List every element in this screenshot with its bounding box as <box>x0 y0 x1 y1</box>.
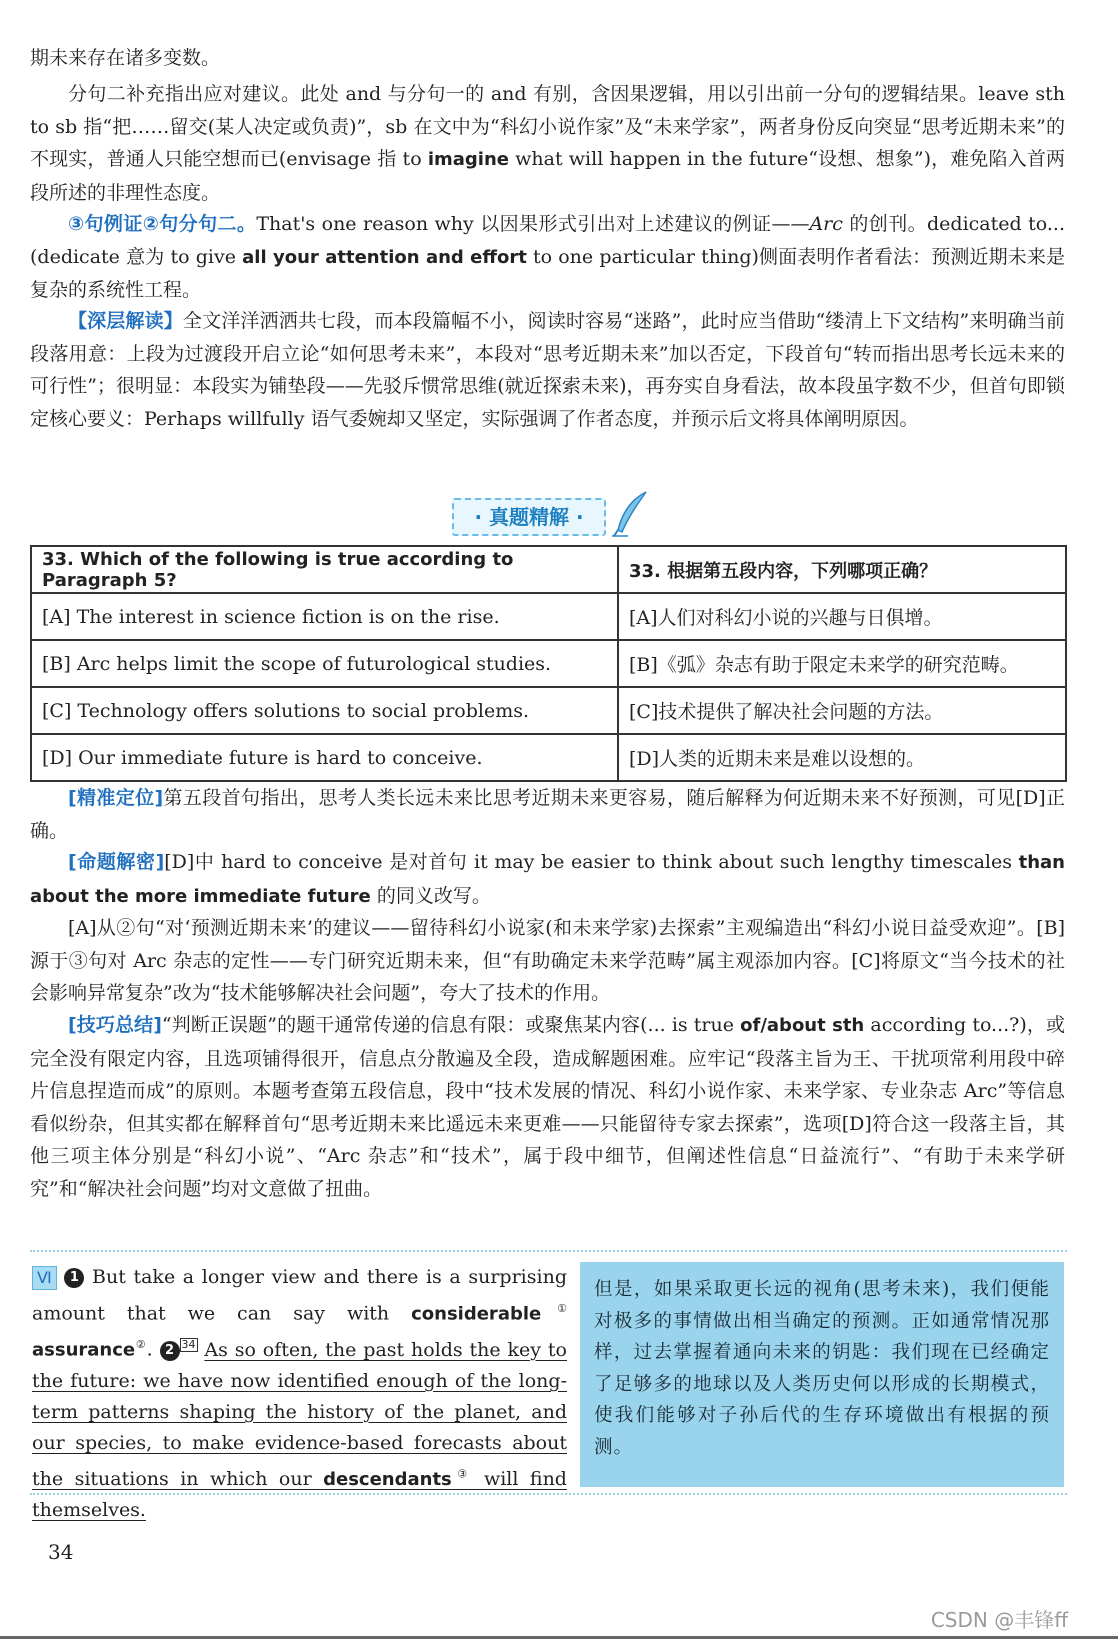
text-run: [A]从②句“对‘预测近期未来’的建议——留待科幻小说家(和未来学家)去探索”主观编造出“科幻小说日益受欢迎”。[B]源于③句对 Arc 杂志的定性——专门研究近期未来，但“有助确定未来学范畴”属主观添加内容。[C]将原文“当今技术的社会影响异常复杂”改为“技术能够解决社会问题”，夸大了技术的作用。 <box>30 917 1065 1004</box>
option-cn: [C]技术提供了解决社会问题的方法。 <box>618 687 1066 734</box>
option-en: [B] Arc helps limit the scope of futurological studies. <box>31 640 618 687</box>
text-run: [D]中 hard to conceive 是对首句 it may be easier to think about such lengthy timescales <box>164 851 1019 873</box>
sentence-number-1: 1 <box>64 1268 84 1288</box>
bold-term: of/about sth <box>740 1015 865 1036</box>
option-cn: [A]人们对科幻小说的兴趣与日俱增。 <box>618 593 1066 640</box>
text-run: As so often, the past holds the key to the future: we have now identified enough of the long-term patterns shaping the history of the planet, and our species, to make evidence-based forecasts about the situations in which our <box>32 1338 567 1490</box>
divider-top <box>30 1250 1067 1252</box>
section-header-zhenti: · 真题精解 · <box>452 498 606 536</box>
text-run: to one particular thing)侧面表明作者看法：预测近期未来是复杂的系统性工程。 <box>30 245 1065 301</box>
text-run: will find themselves. <box>32 1467 567 1521</box>
bold-term: imagine <box>427 149 509 170</box>
text-run: 的创刊。dedicated to...(dedicate 意为 to give <box>30 213 1065 268</box>
paragraph-clause-two <box>30 78 1065 209</box>
text-run: That's one reason why 以因果形式引出对上述建议的例证—— <box>256 213 810 235</box>
text-run: 的同义改写。 <box>370 884 491 907</box>
option-cn: [B]《弧》杂志有助于限定未来学的研究范畴。 <box>618 640 1066 687</box>
text-run: according to...?)，或完全没有限定内容，且选项铺得很开，信息点分散遍及全段，造成解题困难。应牢记“段落主旨为王、干扰项常利用段中碎片信息捏造而成”的原则。本题考查第五段信息，段中“技术发展的情况、科幻小说作家、未来学家、专业杂志 Arc”等信息看似纷杂，但其实都在解释首句“思考近期未来比遥远未来更难——只能留待专家去探索”，选项[D]符合这一段落主旨，其他三项主体分别是“科幻小说”、“Arc 杂志”和“技术”，属于段中细节，但阐述性信息“日益流行”、“有助于未来学研究”和“解决社会问题”均对文意做了扭曲。 <box>30 1014 1065 1200</box>
option-row <box>31 734 1066 781</box>
option-cn: [D]人类的近期未来是难以设想的。 <box>618 734 1066 781</box>
passage-english: Ⅵ 1 But take a longer view and there is a surprising amount that we can say with considerable① assurance②. 2 34 As so often, the past holds the key to the future: we have now identified enough of the long-term patterns shaping the history of the planet, and our species, to make evidence-based forecasts about the situations in which our descendants③ will find themselves. <box>32 1266 567 1521</box>
paragraph-number-badge: Ⅵ <box>32 1266 57 1290</box>
page-number: 34 <box>48 1540 74 1564</box>
question-table <box>30 545 1067 782</box>
bold-term: considerable <box>411 1303 542 1325</box>
text-run: what will happen in the future“设想、想象”)，难免陷入首两段所述的非理性态度。 <box>30 148 1065 204</box>
option-en: [A] The interest in science fiction is on the rise. <box>31 593 618 640</box>
option-en: [C] Technology offers solutions to social problems. <box>31 687 618 734</box>
divider-bottom <box>30 1493 1067 1495</box>
translation-text: 但是，如果采取更长远的视角(思考未来)，我们便能对极多的事情做出相当确定的预测。正如通常情况那样，过去掌握着通向未来的钥匙：我们现在已经确定了足够多的地球以及人类历史何以形成的长期模式，使我们能够对子孙后代的生存环境做出有根据的预测。 <box>594 1279 1050 1458</box>
analysis-locate <box>30 782 1065 847</box>
paragraph-continuation <box>30 42 1065 75</box>
watermark: CSDN @丰锋ff <box>930 1608 1068 1632</box>
passage-translation-box <box>580 1262 1064 1487</box>
option-en: [D] Our immediate future is hard to conceive. <box>31 734 618 781</box>
paragraph-deep-reading <box>30 305 1065 435</box>
section-tag: [命题解密] <box>68 851 165 873</box>
option-row <box>31 687 1066 734</box>
text-run: 第五段首句指出，思考人类长远未来比思考近期未来更容易，随后解释为何近期未来不好预测，可见[D]正确。 <box>30 787 1065 842</box>
footnote-mark: ① <box>541 1302 567 1315</box>
footnote-mark: ③ <box>451 1467 473 1481</box>
section-tag: 【深层解读】 <box>68 310 183 332</box>
bold-term: assurance <box>32 1339 136 1361</box>
text-run: But take a longer view and there is a surprising amount that we can say with <box>32 1266 567 1325</box>
text-line: 期未来存在诸多变数。 <box>30 47 221 69</box>
option-row <box>31 640 1066 687</box>
text-run: 全文洋洋洒洒共七段，而本段篇幅不小，阅读时容易“迷路”，此时应当借助“缕清上下文结构”来明确当前段落用意：上段为过渡段开启立论“如何思考未来”，本段对“思考近期未来”加以否定，下段首句“转而指出思考长远未来的可行性”；很明显：本段实为铺垫段——先驳斥惯常思维(就近探索未来)，再夯实自身看法，故本段虽字数不少，但首句即锁定核心要义：Perhaps willfully 语气委婉却又坚定，实际强调了作者态度，并预示后文将具体阐明原因。 <box>30 310 1065 430</box>
text-run: 分句二补充指出应对建议。此处 and 与分句一的 and 有别，含因果逻辑，用以引出前一分句的逻辑结果。leave sth to sb 指“把……留交(某人决定或负责)”，sb 在文中为“科幻小说作家”及“未来学家”，两者身份反向突显“思考近期未来”的不现实，普通人只能空想而已(envisage 指 to <box>30 83 1065 170</box>
question-marker: 34 <box>181 1337 196 1351</box>
section-tag: [技巧总结] <box>68 1014 162 1036</box>
italic-term: Arc <box>809 213 843 235</box>
option-row <box>31 593 1066 640</box>
paragraph-example <box>30 208 1065 307</box>
question-row <box>31 546 1066 593</box>
text-run: “判断正误题”的题干通常传递的信息有限：或聚焦某内容(... is true <box>161 1014 741 1036</box>
bold-term: descendants <box>323 1468 452 1490</box>
analysis-decode <box>30 846 1065 913</box>
bold-term: all your attention and effort <box>242 246 527 268</box>
bold-term: than about the more immediate future <box>30 852 1065 907</box>
section-tag: [精准定位] <box>68 787 164 809</box>
analysis-skills <box>30 1009 1065 1205</box>
footnote-mark: ② <box>135 1338 147 1352</box>
quill-pen-icon <box>610 490 650 538</box>
question-en: 33. Which of the following is true according to Paragraph 5? <box>31 546 618 593</box>
question-cn: 33. 根据第五段内容，下列哪项正确？ <box>618 546 1066 593</box>
analysis-distractors <box>30 912 1065 1010</box>
sentence-number-2: 2 <box>160 1341 180 1361</box>
section-tag: ③句例证②句分句二。 <box>68 213 257 235</box>
